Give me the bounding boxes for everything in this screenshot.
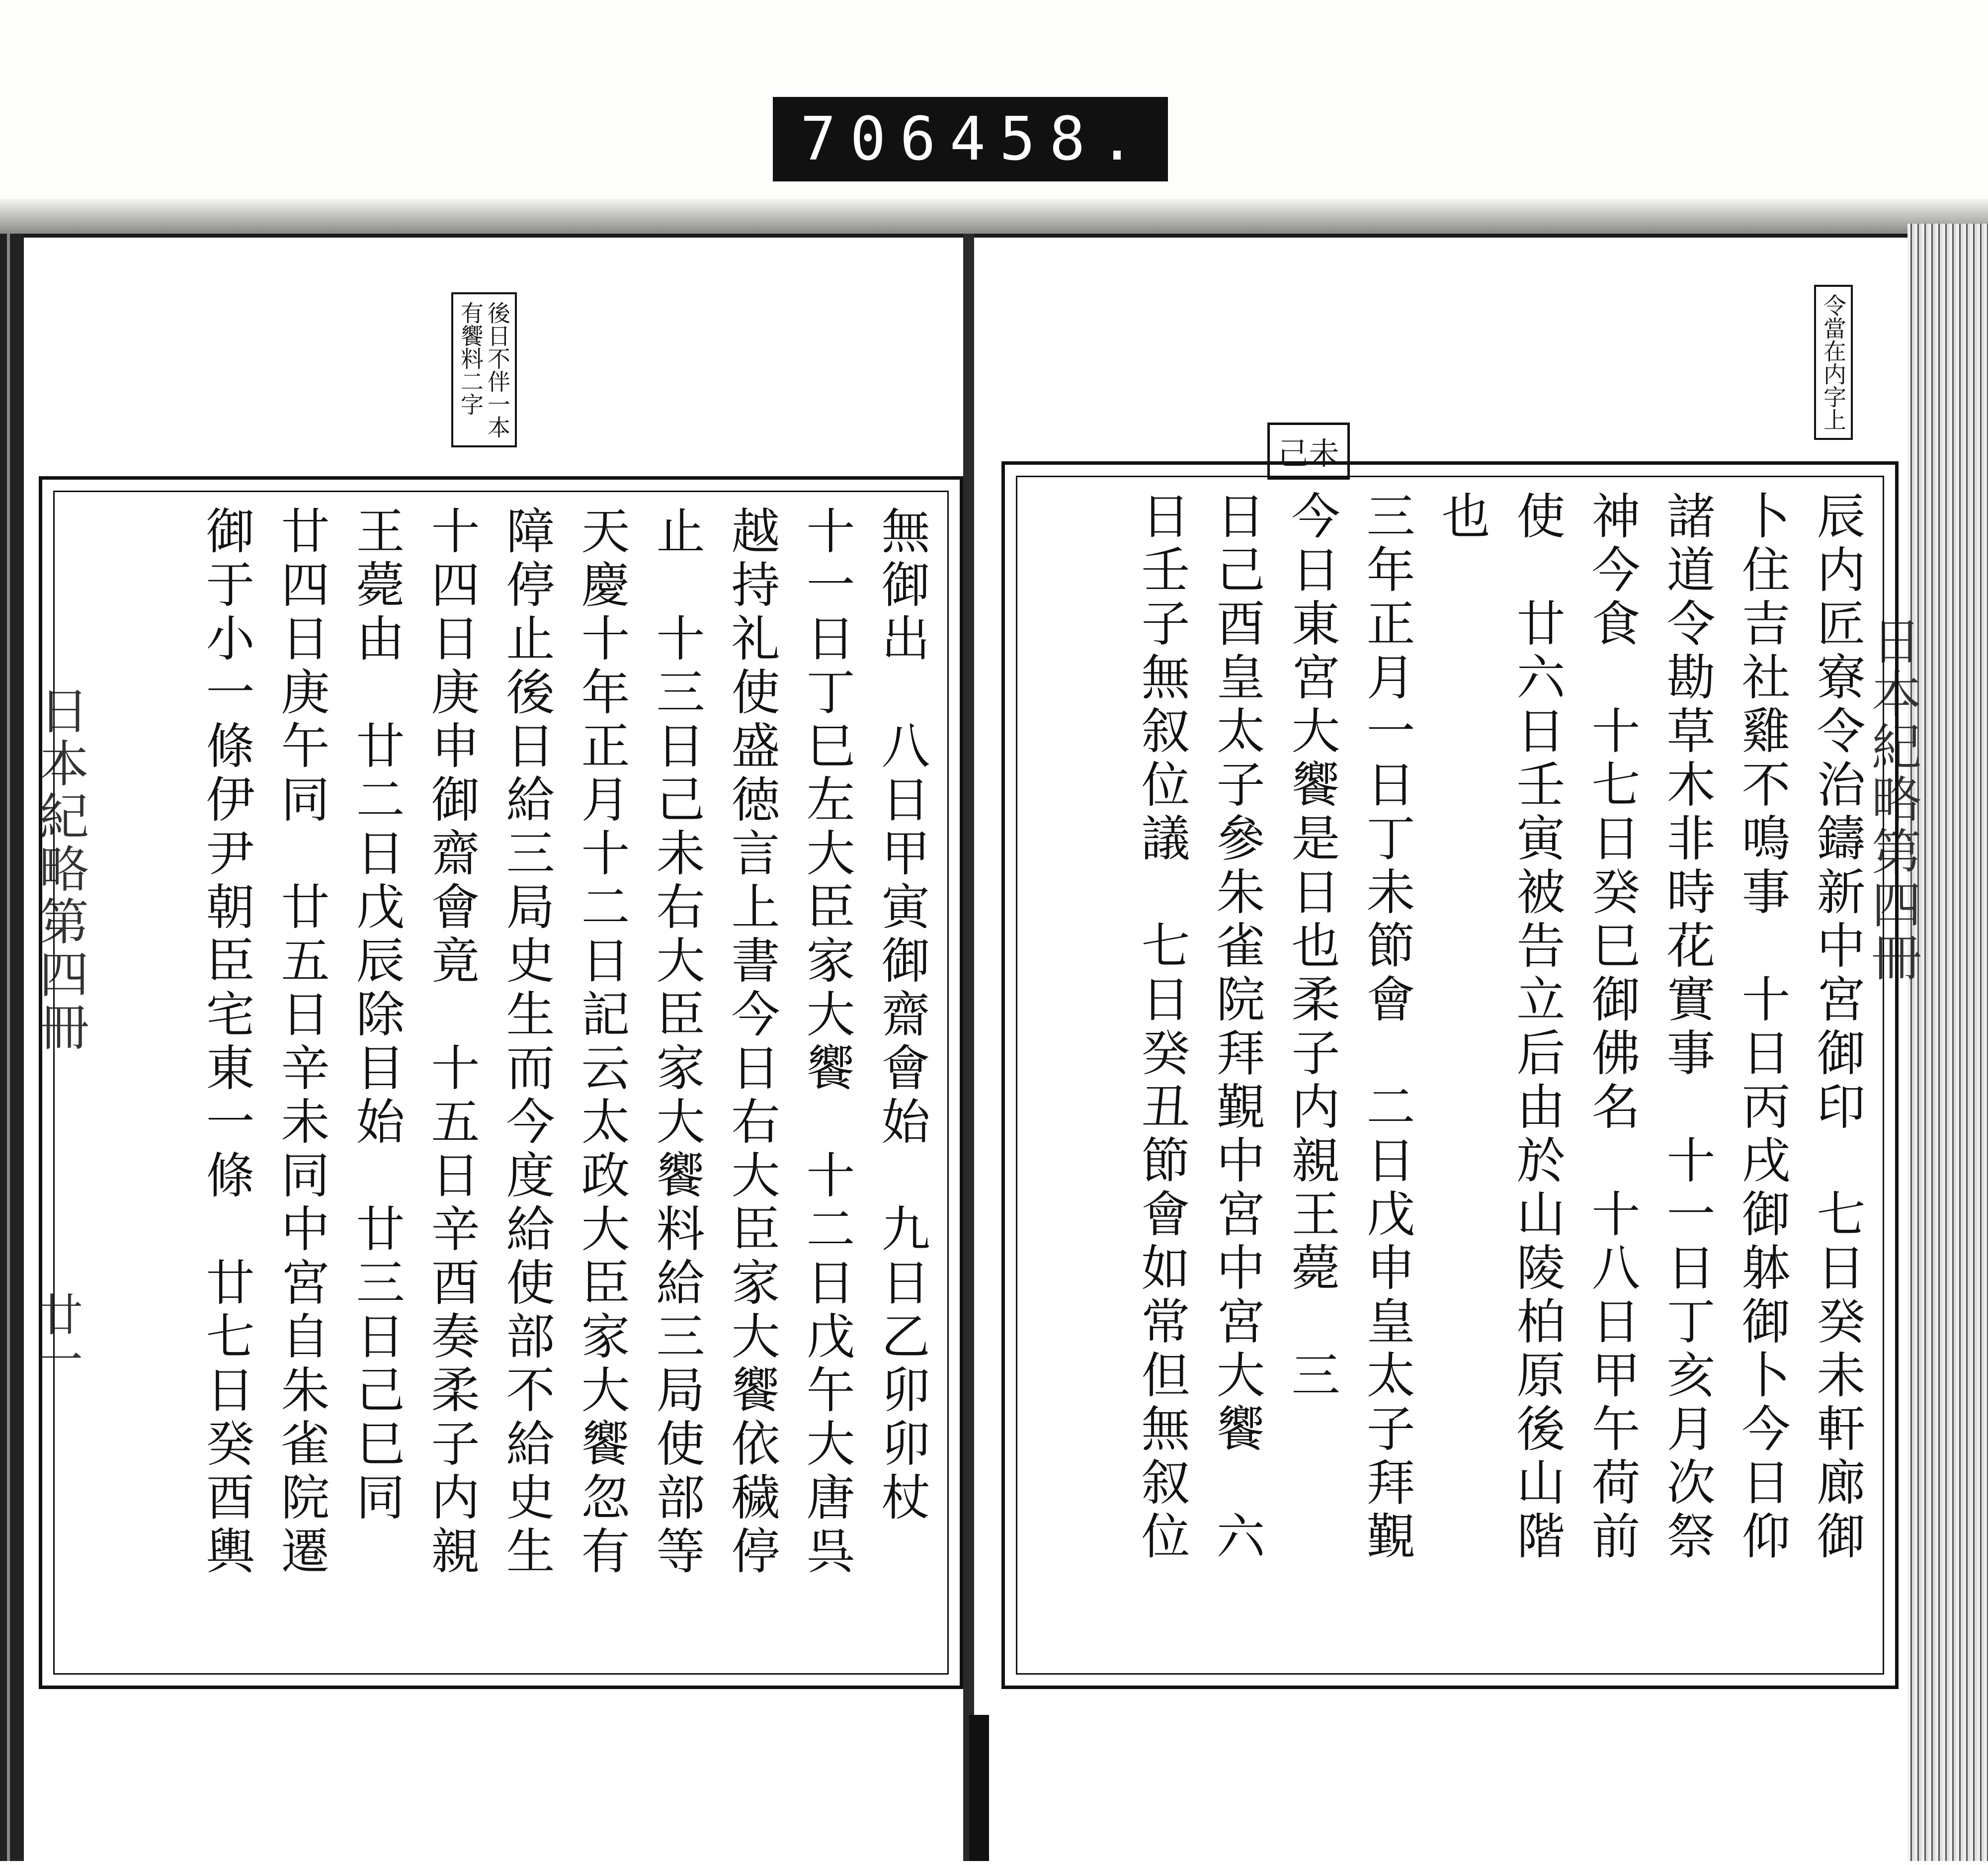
text-column: 障停止後日給三局史生而今度給使部不給史生 (498, 506, 555, 1579)
right-margin-note (1814, 285, 1853, 440)
book-spine (963, 234, 974, 1861)
text-column: 使 廿六日壬寅被告立后由於山陵柏原後山階 (1508, 491, 1565, 1564)
text-column: 諸道令勘草木非時花實事 十一日丁亥月次祭 (1658, 491, 1715, 1564)
left-folio-number: 廿一 (30, 1291, 83, 1381)
text-column: 十四日庚申御齋會竟 十五日辛酉奏柔子内親 (423, 506, 480, 1579)
left-margin-note (451, 292, 517, 447)
text-column: 止 十三日己未右大臣家大饗料給三局使部等 (648, 506, 705, 1579)
left-note-line: 後日不伴一本 (484, 301, 511, 438)
text-column: 神今食 十七日癸巳御佛名 十八日甲午荷前 (1583, 491, 1640, 1564)
text-column: 王薨由 廿二日戊辰除目始 廿三日己巳同 (348, 506, 405, 1526)
book-page-stack (1907, 224, 1988, 1861)
text-column: 辰内匠寮令治鑄新中宮御印 七日癸未軒廊御 (1809, 491, 1865, 1564)
text-column: 今日東宮大饗是日也柔子内親王薨 三 (1283, 491, 1340, 1403)
right-note-line: 令當在内字上 (1820, 294, 1847, 431)
text-column: 天慶十年正月十二日記云太政大臣家大饗忽有 (573, 506, 630, 1579)
text-column: 卜住吉社雞不鳴事 十日丙戌御躰御卜今日仰 (1734, 491, 1790, 1564)
right-text-frame (1001, 461, 1899, 1689)
left-text-frame (39, 476, 963, 1689)
right-margin-title: 日本紀略第四冊 (1863, 615, 1921, 984)
text-column: 日壬子無叙位議 七日癸丑節會如常但無叙位 (1133, 491, 1190, 1564)
spine-shadow (969, 1715, 989, 1861)
scan-id-right: 458. (949, 104, 1149, 174)
book-left-edge (0, 234, 24, 1861)
text-column: 也 (1433, 491, 1490, 544)
text-column: 無御出 八日甲寅御齋會始 九日乙卯卯杖 (873, 506, 930, 1526)
scan-id-label (773, 97, 1168, 181)
text-column: 廿四日庚午同 廿五日辛未同中宮自朱雀院遷 (273, 506, 330, 1579)
scan-id-left: 706 (800, 104, 950, 174)
left-note-line: 有饗料二字 (457, 301, 484, 416)
right-body-text (1016, 476, 1884, 1675)
right-page (974, 234, 1921, 1865)
text-column: 三年正月一日丁未節會 二日戊申皇太子拜覲 (1358, 491, 1415, 1564)
text-column: 日己酉皇太子參朱雀院拜覲中宮中宮大饗 六 (1208, 491, 1265, 1564)
left-page (24, 234, 963, 1865)
text-column: 御于小一條伊尹朝臣宅東一條 廿七日癸酉輿 (198, 506, 254, 1579)
left-margin-title: 日本紀略第四冊 (31, 685, 89, 1054)
text-column: 十一日丁巳左大臣家大饗 十二日戊午大唐呉 (798, 506, 855, 1579)
left-body-text (53, 491, 949, 1675)
year-tag: 己未 (1267, 423, 1350, 480)
text-column: 越持礼使盛徳言上書今日右大臣家大饗依穢停 (723, 506, 780, 1579)
